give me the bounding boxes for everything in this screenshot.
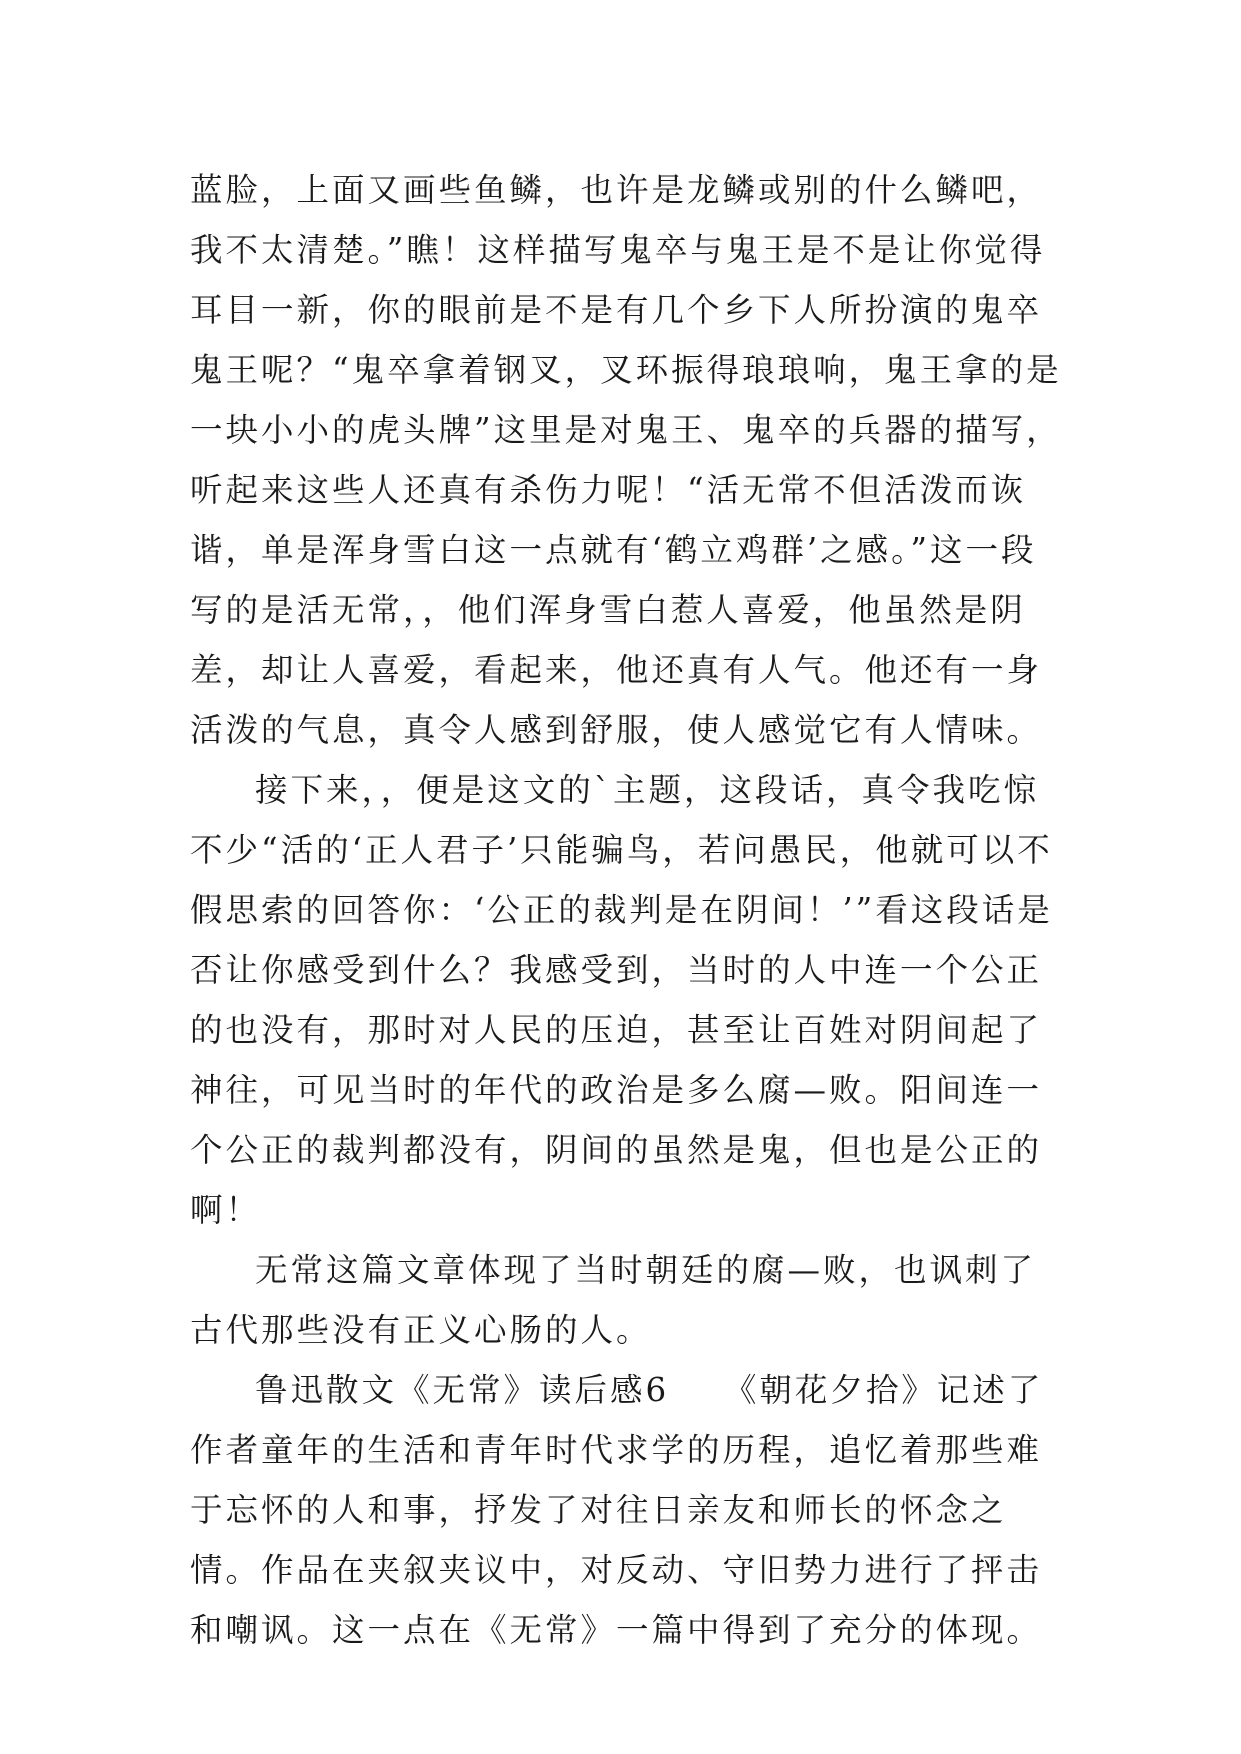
paragraph-conclusion: 无常这篇文章体现了当时朝廷的腐—败，也讽刺了古代那些没有正义心肠的人。 <box>190 1251 1037 1349</box>
paragraph-review-6: 鲁迅散文《无常》读后感6 《朝花夕拾》记述了作者童年的生活和青年时代求学的历程，追忆着那些难于忘怀的人和事，抒发了对往日亲友和师长的怀念之情。作品在夹叙夹议中，对反动、守旧势力进行了抨击和嘲讽。这一点在《无常》一篇中得到了充分的体现。 <box>190 1371 1044 1649</box>
paragraph-theme: 接下来，，便是这文的`主题，这段话，真令我吃惊不少“活的‘正人君子’只能骗鸟，若问愚民，他就可以不假思索的回答你：‘公正的裁判是在阴间！’”看这段话是否让你感受到什么？我感受到，当时的人中连一个公正的也没有，那时对人民的压迫，甚至让百姓对阴间起了神往，可见当时的年代的政治是多么腐—败。阳间连一个公正的裁判都没有，阴间的虽然是鬼，但也是公正的啊！ <box>190 771 1053 1229</box>
paragraph-ghost-description: 蓝脸，上面又画些鱼鳞，也许是龙鳞或别的什么鳞吧，我不太清楚。”瞧！这样描写鬼卒与鬼王是不是让你觉得耳目一新，你的眼前是不是有几个乡下人所扮演的鬼卒鬼王呢？“鬼卒拿着钢叉，叉环振得琅琅响，鬼王拿的是一块小小的虎头牌”这里是对鬼王、鬼卒的兵器的描写，听起来这些人还真有杀伤力呢！“活无常不但活泼而诙谐，单是浑身雪白这一点就有‘鹤立鸡群’之感。”这一段写的是活无常，，他们浑身雪白惹人喜爱，他虽然是阴差，却让人喜爱，看起来，他还真有人气。他还有一身活泼的气息，真令人感到舒服，使人感觉它有人情味。 <box>190 171 1062 749</box>
document-body <box>190 160 1070 1660</box>
